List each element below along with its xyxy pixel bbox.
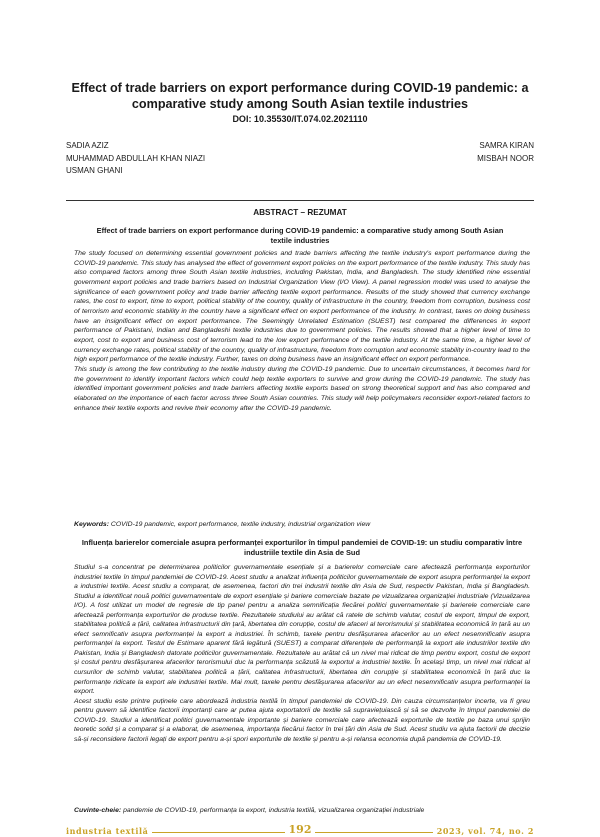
footer-volume: 2023, vol. 74, no. 2 bbox=[433, 826, 534, 836]
rezumat-paragraph: Studiul s-a concentrat pe determinarea politicilor guvernamentale esențiale și a barierelor comerciale care afectează performanța exporturilor industriei textile în timpul pandemiei de COVID-19. Acest studiu a analizat influența politicilor guvernamentale de export asupra performanței la export a industriei textile. Acest studiu a comparat, de asemenea, factori din trei industrii textile din Asia de Sud, respectiv Pakistan, India și Bangladesh. Studiul a identificat nouă politici guvernamentale de export esențiale și bariere comerciale bazate pe vizualizarea organizației industriale (Vizualizarea I/O). A fost utilizat un model de regresie de tip panel pentru a analiza semnificația fiecărei politici guvernamentale și barierele comerciale care afectează performanța exporturilor de produse textile. Rezultatele studiului au arătat că ratele de schimb valutar, costul de export, timpul de export, stabilitatea politică a țării, calitatea infrastructurii din țară, libertatea din corupție, costul de afaceri al terorismului și stabilitatea economică în țară au un efect semnificativ asupra performanței la export a industriei. În schimb, taxele pentru desfășurarea afacerilor au un efect nesemnificativ asupra performanței la export. Testul de Estimare aparent fără legătură (SUEST) a comparat diferențele de performanță la export ale industriilor textile din Pakistan, India și Bangladesh datorate politicilor guvernamentale. Rezultatele au arătat că un nivel mai ridicat de timp pentru export, costul de export și costul pentru desfășurarea afacerilor terorismului duc la performanța scăzută la exportul a industriei textile. În același timp, un nivel mai ridicat al cursurilor de schimb valutar, stabilitatea politică a țării, calitatea infrastructurii, libertatea din corupție și stabilitatea economică în țară duc la performanțe ridicate la export ale industriei textile. Mai mult, taxele pentru desfășurarea afacerilor au un efect nesemnificativ asupra performanței la export. bbox=[74, 564, 530, 696]
abstract-paragraph: The study focused on determining essential government policies and trade barriers affecting the textile industry's export performance during the COVID-19 pandemic. This study has analysed the effect of government export policies on the export performance of the textile industry. This study has also compared factors among three South Asian textile industries, including Pakistan, India, and Bangladesh. The study identified nine essential government export policies and trade barriers based on Industrial Organization View (I/O View). A panel regression model was used to analyse the significance of each government policy and trade barrier affecting textile export performance. Results of the study showed that currency exchange rates, the cost to export, time to export, political stability of the country, quality of infrastructure in the country, freedom from corruption, business cost of terrorism and economic stability in the country have a significant effect on export performance of the industry. In contrast, taxes on doing business have an insignificant effect on export performance. The Seemingly Unrelated Estimation (SUEST) test compared the differences in export performance of Pakistani, Indian and Bangladeshi textile industries due to government policies. The results showed that a higher level of time to export, cost to export and business cost of terrorism lead to the low export performance of the textile industry. At the same time, a higher level of currency exchange rates, political stability of the country, quality of infrastructure, freedom from corruption and economic stability in-country lead to the high export performance of the textile industry. Further, taxes on doing business have an insignificant effect on export performance. bbox=[74, 250, 530, 364]
keywords-text: pandemie de COVID-19, performanța la export, industria textilă, vizualizarea organizației industriale bbox=[123, 807, 425, 814]
footer-page-number: 192 bbox=[285, 823, 315, 836]
rezumat-keywords bbox=[74, 806, 530, 816]
keywords-label: Keywords: bbox=[74, 521, 109, 528]
abstract-body bbox=[74, 249, 530, 413]
abstract-keywords bbox=[74, 520, 530, 530]
keywords-text: COVID-19 pandemic, export performance, textile industry, industrial organization view bbox=[110, 521, 371, 528]
author-name: MUHAMMAD ABDULLAH KHAN NIAZI bbox=[66, 153, 206, 163]
rezumat-paragraph: Acest studiu este printre puținele care abordează industria textilă în timpul pandemiei de COVID-19. Din cauza circumstanțelor incerte, va fi greu pentru guvern să identifice factorii importanți care ar putea ajuta exportatorii de textile să supraviețuiască și să se dezvolte în timpul pandemiei de COVID-19. Studiul a identificat politici guvernamentale importante și bariere comerciale care afectează exporturile de textile pe baza unui sprijin teoretic solid și a comparat și a elaborat, de asemenea, importanța fiecărui factor în trei țări din Asia de Sud. Acest studiu va ajuta factorii de decizie să-și reconsidere factorii legați de export pentru a-și spori exporturile de textile și pentru a-și relansa economia după pandemia de COVID-19. bbox=[74, 697, 530, 743]
author-name: USMAN GHANI bbox=[66, 166, 123, 175]
article-title: Effect of trade barriers on export performance during COVID-19 pandemic: a comparative study among South Asian textile industries bbox=[71, 81, 529, 111]
section-divider bbox=[66, 200, 534, 201]
author-name: MISBAH NOOR bbox=[477, 153, 534, 163]
author-name: SAMRA KIRAN bbox=[479, 141, 534, 150]
keywords-label: Cuvinte-cheie: bbox=[74, 807, 122, 814]
abstract-paragraph: This study is among the few contributing to the textile industry during the COVID-19 pandemic. Due to uncertain circumstances, it becomes hard for the government to identify important factors which could help textile exporters to survive and grow during the COVID-19 pandemic. The study has identified important government policies and trade barriers affecting textile exports based on strong theoretical support and has also compared and elaborated on the importance of each factor across three South Asian countries. This study will help policymakers reconsider export-related factors to enhance their textile exports and revive their economy after the COVID-19 pandemic. bbox=[74, 365, 530, 412]
abstract-title: Effect of trade barriers on export performance during COVID-19 pandemic: a comparative study among South Asian textile industries bbox=[96, 226, 504, 245]
doi-line[interactable]: DOI: 10.35530/IT.074.02.2021110 bbox=[232, 114, 368, 124]
author-name: SADIA AZIZ bbox=[66, 141, 109, 150]
abstract-heading: ABSTRACT – REZUMAT bbox=[253, 208, 347, 217]
rezumat-title: Influența barierelor comerciale asupra performanței exporturilor în timpul pandemiei de COVID-19: un studiu comparativ între industriile textile din Asia de Sud bbox=[81, 538, 523, 557]
rezumat-body bbox=[74, 563, 530, 744]
authors-left-column bbox=[66, 140, 205, 178]
footer-journal-name: industria textilă bbox=[66, 826, 152, 836]
authors-right-column bbox=[477, 140, 534, 165]
